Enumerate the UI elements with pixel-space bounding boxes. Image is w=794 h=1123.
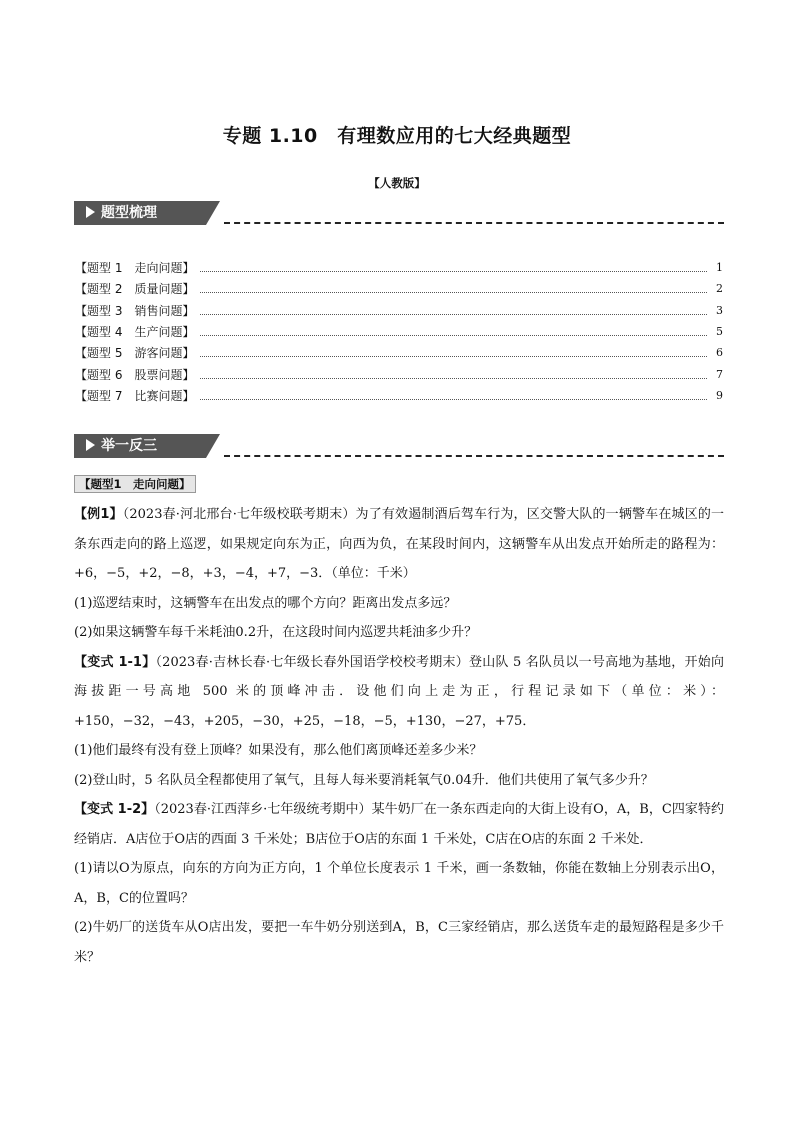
- section-heading: 【题型1 走向问题】: [74, 475, 196, 493]
- toc-item-label: 【题型 6 股票问题】: [75, 367, 195, 382]
- question: (1)请以O为原点，向东的方向为正方向，1 个单位长度表示 1 千米，画一条数轴，你能在数轴上分别表示出O，A，B，C的位置吗？: [74, 861, 724, 906]
- edition-label: 【人教版】: [368, 176, 426, 190]
- toc-leader: [200, 292, 707, 293]
- toc-banner-label: 题型梳理: [101, 205, 157, 221]
- play-triangle-icon: [86, 206, 95, 218]
- toc-item-label: 【题型 4 生产问题】: [75, 325, 195, 340]
- dashed-divider: [224, 222, 724, 224]
- variant-1-1: [74, 648, 724, 737]
- section-heading-row: [74, 475, 724, 492]
- toc-leader: [200, 378, 707, 379]
- variant-text: （2023春·吉林长春·七年级长春外国语学校校考期末）登山队 5 名队员以一号高地为基地，开始向海拔距一号高地 500 米的顶峰冲击．设他们向上走为正，行程记录如下（单位：米）：+150，−32，−43，+205，−30，+25，−18，−5，+130，−27，+75．: [74, 654, 724, 729]
- toc-leader: [200, 399, 707, 400]
- toc-page-number: 9: [716, 388, 723, 402]
- practice-banner-label: 举一反三: [101, 438, 157, 454]
- variant-label: 【变式 1-1】: [74, 654, 156, 670]
- toc-item[interactable]: [75, 257, 723, 278]
- toc-item-label: 【题型 7 比赛问题】: [75, 388, 195, 403]
- toc-page-number: 3: [716, 303, 723, 317]
- toc-item[interactable]: [75, 385, 723, 406]
- variant-text: （2023春·江西萍乡·七年级统考期中）某牛奶厂在一条东西走向的大街上设有O，A，B，C四家特约经销店．A店位于O店的西面 3 千米处；B店位于O店的东面 1 千米处，C店在O店的东面 2 千米处．: [74, 802, 724, 847]
- toc-leader: [200, 314, 707, 315]
- toc-item[interactable]: [75, 363, 723, 384]
- variant-label: 【变式 1-2】: [74, 802, 155, 817]
- toc-banner: [74, 201, 724, 227]
- toc-leader: [200, 271, 707, 272]
- dashed-divider: [224, 455, 724, 457]
- example-text: （2023春·河北邢台·七年级校联考期末）为了有效遏制酒后驾车行为，区交警大队的一辆警车在城区的一条东西走向的路上巡逻，如果规定向东为正，向西为负，在某段时间内，这辆警车从出发点开始所走的路程为：+6，−5，+2，−8，+3，−4，+7，−3．（单位：千米）: [74, 507, 725, 581]
- play-triangle-icon: [86, 439, 95, 451]
- example-label: 【例1】: [74, 507, 123, 522]
- toc-item-label: 【题型 5 游客问题】: [75, 346, 195, 361]
- toc-page-number: 7: [716, 367, 723, 381]
- toc-item-label: 【题型 1 走向问题】: [75, 261, 195, 276]
- practice-banner: [74, 434, 724, 460]
- problem-content: [74, 475, 724, 972]
- table-of-contents: [75, 257, 723, 406]
- toc-item-label: 【题型 3 销售问题】: [75, 303, 195, 318]
- toc-leader: [200, 335, 707, 336]
- page-title: 专题 1.10 有理数应用的七大经典题型: [222, 125, 572, 147]
- toc-leader: [200, 356, 707, 357]
- example-1: [74, 500, 724, 589]
- variant-1-2: [74, 795, 724, 854]
- practice-banner-tag: [74, 434, 206, 458]
- toc-item[interactable]: [75, 342, 723, 363]
- question: (2)牛奶厂的送货车从O店出发，要把一车牛奶分别送到A，B，C三家经销店，那么送货车走的最短路程是多少千米？: [74, 920, 724, 965]
- toc-item-label: 【题型 2 质量问题】: [75, 282, 195, 297]
- question: (1)巡逻结束时，这辆警车在出发点的哪个方向？距离出发点多远？: [74, 595, 457, 611]
- toc-page-number: 2: [716, 282, 723, 296]
- toc-page-number: 5: [716, 325, 723, 339]
- toc-page-number: 1: [716, 261, 723, 275]
- toc-item[interactable]: [75, 321, 723, 342]
- toc-item[interactable]: [75, 300, 723, 321]
- question: (1)他们最终有没有登上顶峰？如果没有，那么他们离顶峰还差多少米？: [74, 743, 483, 758]
- question: (2)登山时，5 名队员全程都使用了氧气，且每人每米要消耗氧气0.04升．他们共使用了氧气多少升？: [74, 772, 654, 788]
- toc-page-number: 6: [716, 346, 723, 360]
- toc-banner-tag: [74, 201, 206, 225]
- question: (2)如果这辆警车每千米耗油0.2升，在这段时间内巡逻共耗油多少升？: [74, 625, 478, 640]
- toc-item[interactable]: [75, 278, 723, 299]
